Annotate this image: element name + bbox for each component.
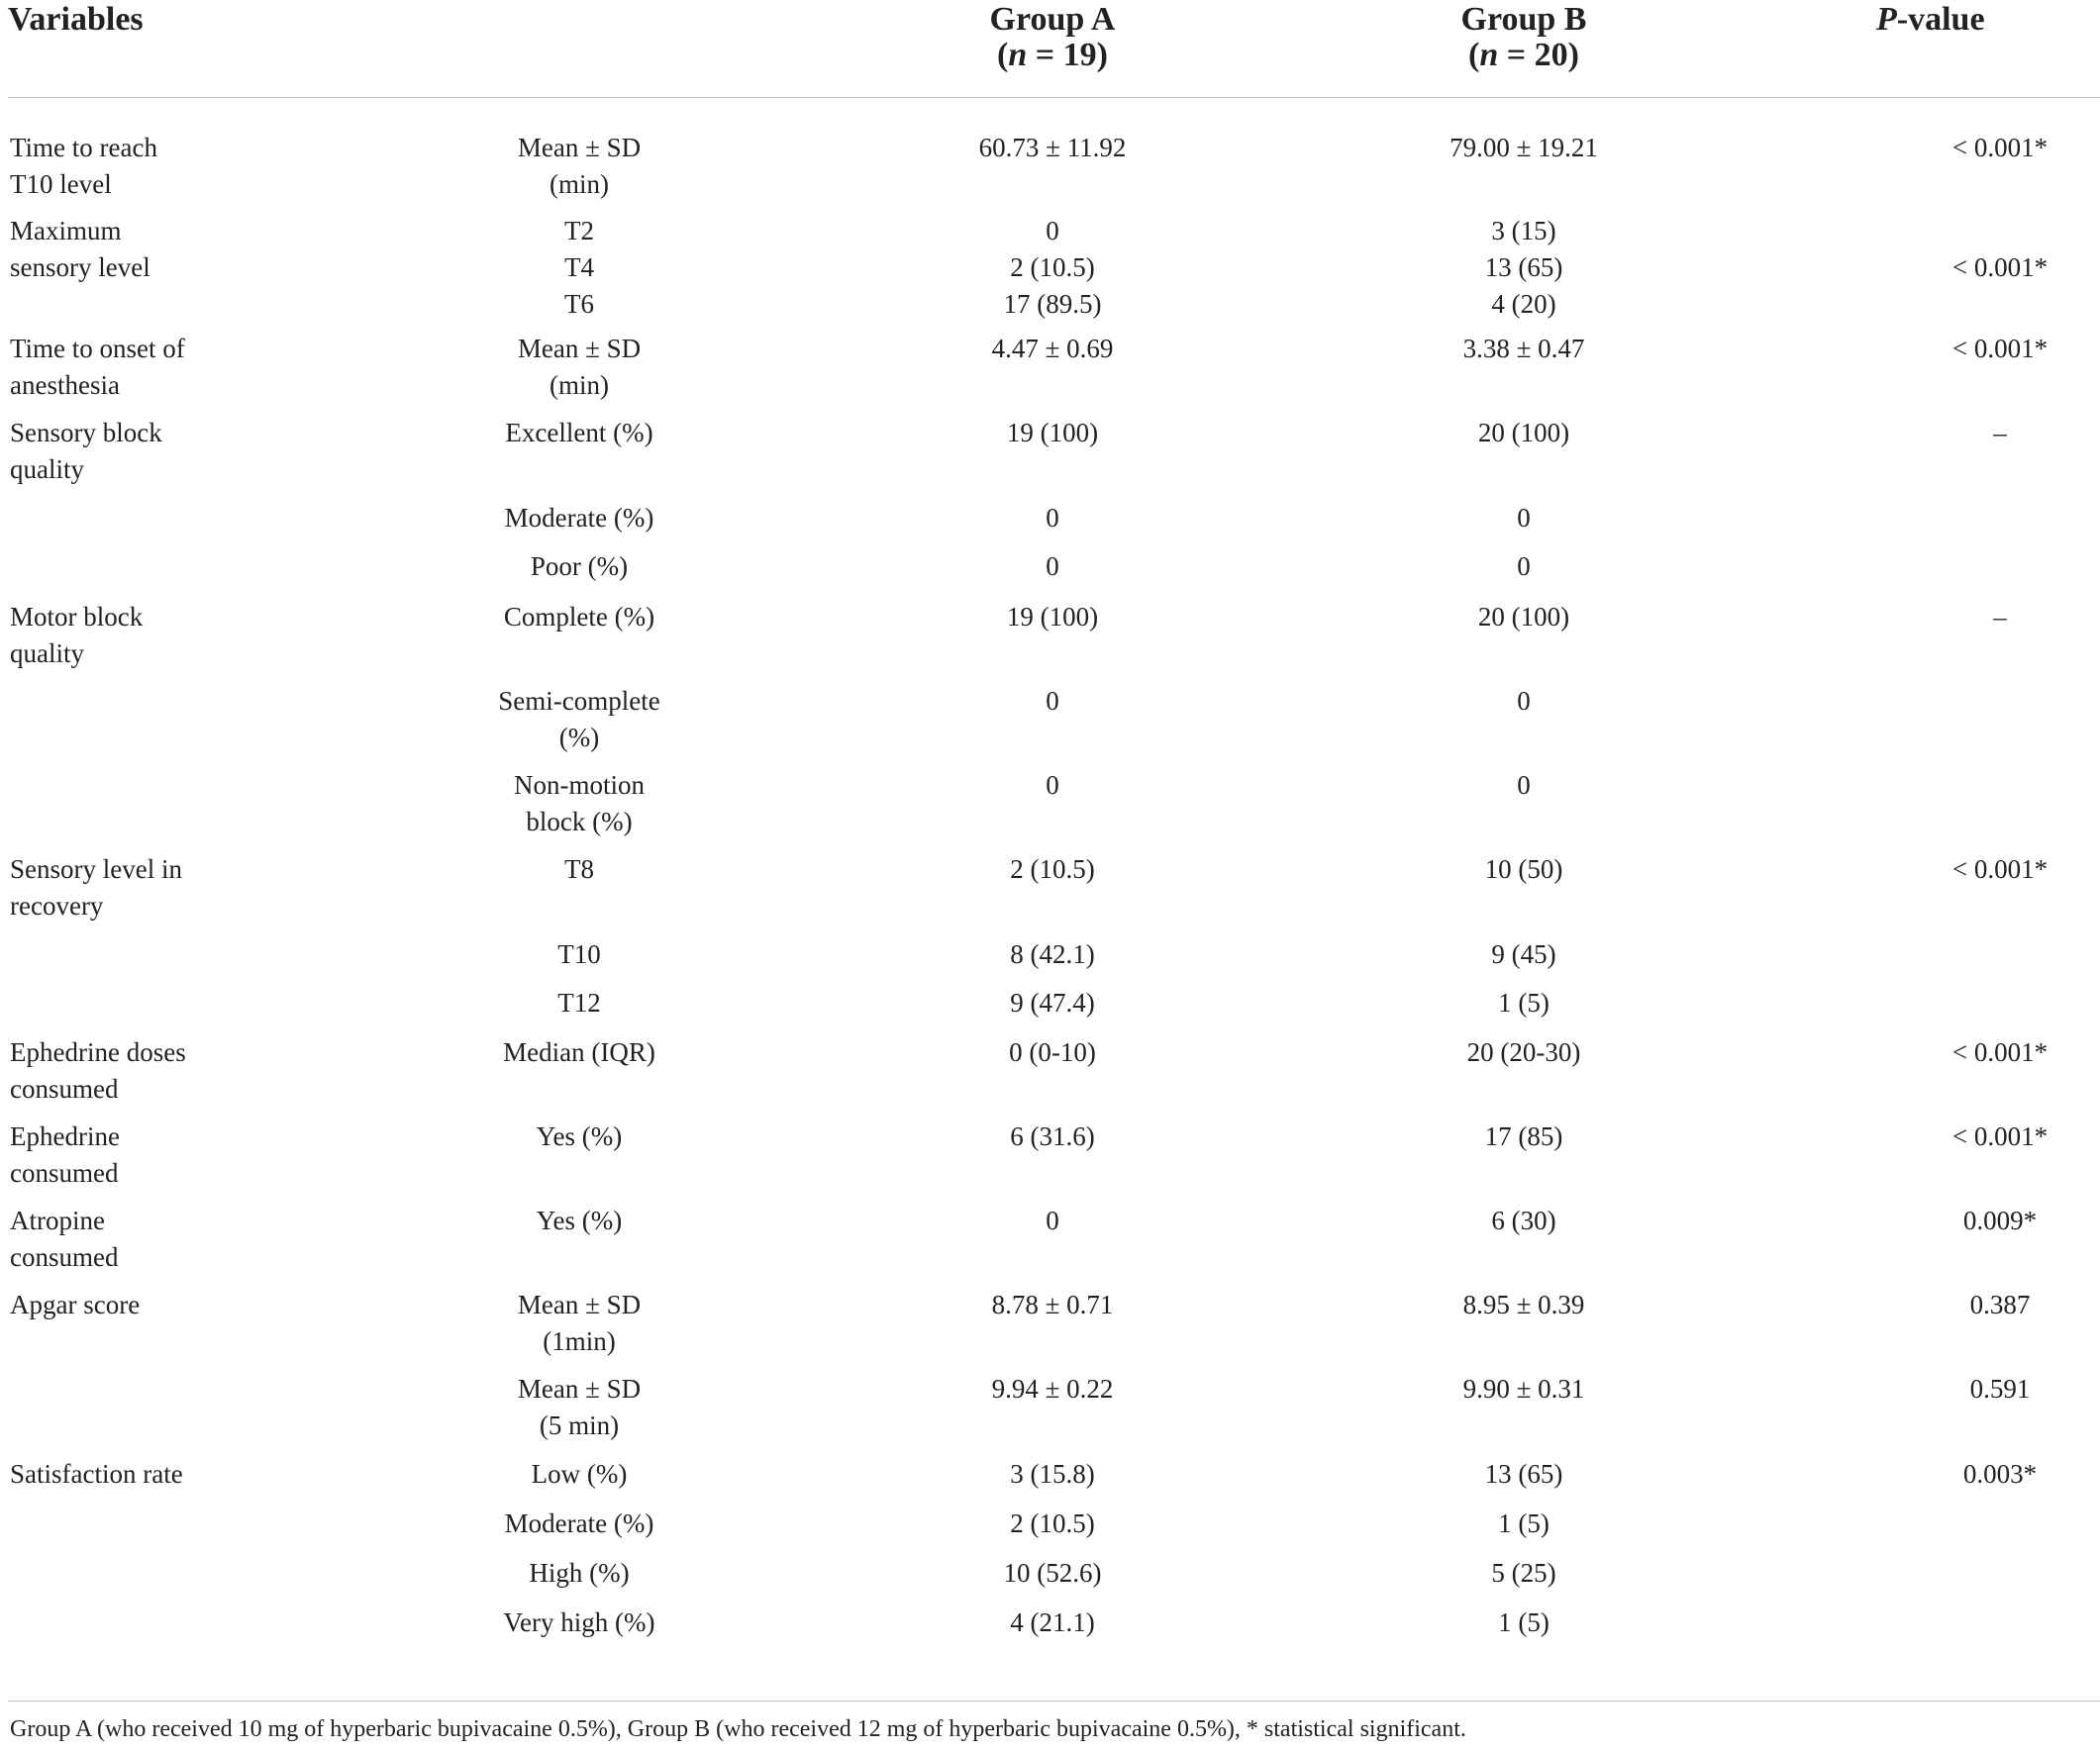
- cell-variable: [10, 130, 228, 203]
- header-group-b-n-label: n: [1479, 37, 1499, 73]
- cell-group-a-line: 60.73 ± 11.92: [978, 133, 1127, 162]
- cell-group-b-line: 0: [1517, 503, 1531, 533]
- header-group-a-title: Group A: [989, 1, 1116, 38]
- cell-statistic-line: Non-motion: [514, 770, 645, 800]
- cell-group-a: [929, 1034, 1176, 1071]
- cell-group-a: [929, 500, 1176, 536]
- cell-group-a: [929, 767, 1176, 804]
- cell-group-b-line: 0: [1517, 686, 1531, 716]
- cell-group-a: [929, 599, 1176, 635]
- cell-group-b: [1400, 1287, 1648, 1323]
- cell-pvalue: [1871, 130, 2100, 166]
- header-group-b: [1400, 2, 1648, 73]
- cell-group-a-line: 8 (42.1): [1010, 939, 1095, 969]
- cell-statistic: [465, 500, 693, 536]
- cell-variable: [10, 599, 228, 672]
- cell-group-a-line: 0: [1046, 686, 1059, 716]
- cell-statistic: [465, 1506, 693, 1542]
- cell-statistic: [465, 1203, 693, 1239]
- cell-variable-line: Sensory block: [10, 418, 162, 447]
- cell-group-a: [929, 1119, 1176, 1155]
- table-footnote: Group A (who received 10 mg of hyperbaric bupivacaine 0.5%), Group B (who received 12 mg of hyperbaric bupivacaine 0.5%), * statistical significant.: [10, 1716, 1466, 1742]
- cell-variable: [10, 1203, 228, 1276]
- cell-variable-line: Time to reach: [10, 133, 157, 162]
- cell-statistic: [465, 851, 693, 888]
- cell-statistic-line: Complete (%): [503, 602, 655, 632]
- cell-group-b-line: 13 (65): [1484, 1459, 1563, 1489]
- header-group-a-n-value: = 19): [1027, 37, 1108, 73]
- cell-statistic-line: (1min): [543, 1326, 616, 1356]
- cell-group-b-line: 3 (15): [1491, 216, 1556, 245]
- cell-pvalue-line: 0.009*: [1962, 1206, 2038, 1235]
- cell-group-a: [929, 851, 1176, 888]
- cell-group-b-line: 20 (20-30): [1466, 1037, 1581, 1067]
- cell-group-b-line: 17 (85): [1484, 1121, 1563, 1151]
- cell-group-b-line: 13 (65): [1484, 252, 1563, 282]
- cell-variable-line: Ephedrine: [10, 1121, 120, 1151]
- cell-statistic-line: Moderate (%): [504, 503, 654, 533]
- header-pvalue-p: P: [1876, 1, 1897, 38]
- cell-group-a-line: 10 (52.6): [1003, 1558, 1102, 1588]
- cell-statistic-line: T4: [564, 252, 594, 282]
- cell-pvalue-line: < 0.001*: [1951, 252, 2049, 282]
- cell-pvalue-line: < 0.001*: [1951, 334, 2049, 363]
- cell-group-a-line: 2 (10.5): [1010, 252, 1095, 282]
- cell-statistic: [465, 130, 693, 203]
- cell-pvalue-line: –: [1993, 418, 2007, 447]
- cell-group-b-line: 5 (25): [1491, 1558, 1556, 1588]
- cell-group-a: [929, 1605, 1176, 1641]
- cell-statistic-line: T2: [564, 216, 594, 245]
- cell-group-b-line: 1 (5): [1498, 1607, 1550, 1637]
- cell-statistic-line: Low (%): [531, 1459, 628, 1489]
- cell-pvalue: [1871, 1371, 2100, 1408]
- cell-pvalue-line: < 0.001*: [1951, 854, 2049, 884]
- cell-group-b-line: 20 (100): [1477, 418, 1570, 447]
- cell-pvalue-line: 0.003*: [1962, 1459, 2038, 1489]
- cell-pvalue: [1871, 599, 2100, 635]
- cell-group-a-line: 0: [1046, 216, 1059, 245]
- cell-statistic-line: High (%): [529, 1558, 630, 1588]
- cell-statistic: [465, 1119, 693, 1155]
- cell-group-a-line: 2 (10.5): [1010, 854, 1095, 884]
- cell-group-b: [1400, 1605, 1648, 1641]
- cell-variable-line: Ephedrine doses: [10, 1037, 186, 1067]
- cell-statistic: [465, 1555, 693, 1592]
- cell-statistic-line: (min): [550, 370, 609, 400]
- cell-statistic: [465, 985, 693, 1021]
- cell-statistic-line: Yes (%): [536, 1121, 623, 1151]
- cell-statistic-line: Yes (%): [536, 1206, 623, 1235]
- cell-group-a-line: 0: [1046, 1206, 1059, 1235]
- cell-group-b: [1400, 599, 1648, 635]
- cell-group-a-line: 4 (21.1): [1010, 1607, 1095, 1637]
- cell-group-b-line: 79.00 ± 19.21: [1450, 133, 1598, 162]
- cell-group-a: [929, 1456, 1176, 1493]
- header-divider: [8, 97, 2100, 98]
- cell-group-a: [929, 936, 1176, 973]
- cell-group-b: [1400, 548, 1648, 585]
- cell-group-a-line: 2 (10.5): [1010, 1508, 1095, 1538]
- cell-statistic-line: T8: [564, 854, 594, 884]
- cell-group-a: [929, 1203, 1176, 1239]
- cell-group-a: [929, 548, 1176, 585]
- cell-group-a: [929, 683, 1176, 720]
- cell-group-a-line: 6 (31.6): [1010, 1121, 1095, 1151]
- header-group-b-n-value: = 20): [1498, 37, 1579, 73]
- cell-statistic-line: T6: [564, 289, 594, 319]
- cell-variable-line: Atropine: [10, 1206, 105, 1235]
- header-pvalue: [1876, 2, 2100, 38]
- cell-pvalue-line: < 0.001*: [1951, 1037, 2049, 1067]
- cell-variable-line: consumed: [10, 1158, 119, 1188]
- cell-group-b: [1400, 1456, 1648, 1493]
- header-group-a: [929, 2, 1176, 73]
- cell-statistic: [465, 213, 693, 323]
- cell-group-b-line: 9 (45): [1491, 939, 1556, 969]
- cell-statistic-line: T10: [557, 939, 601, 969]
- cell-group-a-line: 9 (47.4): [1010, 988, 1095, 1018]
- cell-pvalue: [1871, 1456, 2100, 1493]
- cell-pvalue: [1871, 415, 2100, 451]
- cell-group-a-line: 0: [1046, 551, 1059, 581]
- cell-group-b: [1400, 1119, 1648, 1155]
- cell-group-b-line: 10 (50): [1484, 854, 1563, 884]
- cell-group-b: [1400, 331, 1648, 367]
- cell-group-a-line: 0 (0-10): [1009, 1037, 1096, 1067]
- cell-group-a-line: 9.94 ± 0.22: [991, 1374, 1114, 1404]
- cell-variable-line: Maximum: [10, 216, 122, 245]
- cell-variable-line: quality: [10, 638, 84, 668]
- cell-group-b-line: 3.38 ± 0.47: [1462, 334, 1585, 363]
- table-header: [0, 0, 2100, 99]
- cell-variable: [10, 851, 228, 924]
- cell-statistic-line: (%): [558, 723, 600, 752]
- cell-statistic-line: Mean ± SD: [517, 1374, 642, 1404]
- cell-statistic: [465, 331, 693, 404]
- header-variables: Variables: [8, 1, 144, 38]
- cell-statistic-line: Median (IQR): [503, 1037, 655, 1067]
- cell-group-b: [1400, 683, 1648, 720]
- cell-group-a: [929, 331, 1176, 367]
- cell-variable-line: Sensory level in: [10, 854, 182, 884]
- cell-variable-line: quality: [10, 454, 84, 484]
- cell-statistic-line: Very high (%): [503, 1607, 655, 1637]
- cell-statistic-line: (5 min): [539, 1411, 620, 1440]
- cell-group-a-line: 4.47 ± 0.69: [991, 334, 1114, 363]
- cell-group-a: [929, 130, 1176, 166]
- cell-pvalue-line: 0.591: [1969, 1374, 2031, 1404]
- cell-group-a-line: 3 (15.8): [1010, 1459, 1095, 1489]
- cell-pvalue: [1871, 851, 2100, 888]
- cell-group-b-line: 6 (30): [1491, 1206, 1556, 1235]
- cell-group-a: [929, 213, 1176, 323]
- cell-variable-line: recovery: [10, 891, 104, 921]
- cell-variable-line: anesthesia: [10, 370, 120, 400]
- cell-statistic: [465, 936, 693, 973]
- cell-group-b: [1400, 1371, 1648, 1408]
- cell-variable-line: consumed: [10, 1074, 119, 1104]
- cell-variable-line: Satisfaction rate: [10, 1459, 183, 1489]
- cell-group-b-line: 4 (20): [1491, 289, 1556, 319]
- cell-variable: [10, 331, 228, 404]
- cell-group-a: [929, 1371, 1176, 1408]
- cell-statistic-line: Poor (%): [530, 551, 629, 581]
- cell-variable: [10, 213, 228, 286]
- cell-group-a: [929, 415, 1176, 451]
- header-group-b-title: Group B: [1460, 1, 1587, 38]
- cell-statistic: [465, 1371, 693, 1444]
- cell-variable: [10, 415, 228, 488]
- cell-pvalue: [1871, 249, 2100, 286]
- cell-statistic: [465, 415, 693, 451]
- cell-statistic-line: Moderate (%): [504, 1508, 654, 1538]
- cell-statistic-line: T12: [557, 988, 601, 1018]
- cell-statistic-line: Mean ± SD: [517, 1290, 642, 1319]
- cell-pvalue: [1871, 1203, 2100, 1239]
- cell-group-a-line: 19 (100): [1006, 418, 1099, 447]
- cell-group-b-line: 0: [1517, 551, 1531, 581]
- cell-pvalue-line: < 0.001*: [1951, 133, 2049, 162]
- cell-pvalue-line: –: [1993, 602, 2007, 632]
- footer-divider: [8, 1701, 2100, 1702]
- cell-statistic: [465, 1287, 693, 1360]
- cell-variable-line: consumed: [10, 1242, 119, 1272]
- cell-group-b-line: 9.90 ± 0.31: [1462, 1374, 1585, 1404]
- cell-statistic: [465, 1456, 693, 1493]
- cell-variable-line: T10 level: [10, 169, 112, 199]
- cell-statistic-line: block (%): [526, 807, 633, 836]
- cell-pvalue-line: < 0.001*: [1951, 1121, 2049, 1151]
- cell-group-a-line: 0: [1046, 503, 1059, 533]
- cell-group-a-line: 8.78 ± 0.71: [991, 1290, 1114, 1319]
- cell-group-b: [1400, 767, 1648, 804]
- cell-group-b-line: 8.95 ± 0.39: [1462, 1290, 1585, 1319]
- header-group-b-n: (n = 20): [1468, 37, 1579, 73]
- cell-statistic-line: Semi-complete: [498, 686, 660, 716]
- cell-group-a: [929, 1506, 1176, 1542]
- cell-variable: [10, 1119, 228, 1192]
- cell-variable-line: sensory level: [10, 252, 150, 282]
- cell-statistic-line: Mean ± SD: [517, 334, 642, 363]
- cell-group-b: [1400, 213, 1648, 323]
- header-group-a-n: (n = 19): [997, 37, 1108, 73]
- cell-group-b: [1400, 851, 1648, 888]
- cell-group-a-line: 19 (100): [1006, 602, 1099, 632]
- cell-statistic: [465, 1605, 693, 1641]
- header-group-a-n-label: n: [1008, 37, 1028, 73]
- cell-statistic-line: (min): [550, 169, 609, 199]
- cell-group-b-line: 1 (5): [1498, 1508, 1550, 1538]
- header-pvalue-rest: -value: [1896, 1, 1985, 38]
- cell-variable: [10, 1287, 228, 1323]
- cell-statistic: [465, 548, 693, 585]
- cell-pvalue: [1871, 1287, 2100, 1323]
- cell-group-a: [929, 985, 1176, 1021]
- cell-group-a: [929, 1555, 1176, 1592]
- cell-group-b: [1400, 1034, 1648, 1071]
- cell-variable: [10, 1456, 228, 1493]
- cell-variable: [10, 1034, 228, 1108]
- cell-group-b: [1400, 936, 1648, 973]
- cell-statistic: [465, 1034, 693, 1071]
- cell-group-a-line: 17 (89.5): [1003, 289, 1102, 319]
- cell-group-b: [1400, 415, 1648, 451]
- cell-group-a-line: 0: [1046, 770, 1059, 800]
- cell-statistic: [465, 767, 693, 840]
- cell-group-b: [1400, 130, 1648, 166]
- cell-group-b-line: 1 (5): [1498, 988, 1550, 1018]
- cell-statistic: [465, 599, 693, 635]
- cell-group-b: [1400, 985, 1648, 1021]
- cell-pvalue-line: 0.387: [1969, 1290, 2031, 1319]
- cell-group-b: [1400, 1555, 1648, 1592]
- cell-variable-line: Time to onset of: [10, 334, 185, 363]
- cell-group-b-line: 20 (100): [1477, 602, 1570, 632]
- cell-group-a: [929, 1287, 1176, 1323]
- cell-pvalue: [1871, 1119, 2100, 1155]
- cell-statistic-line: Excellent (%): [505, 418, 653, 447]
- cell-group-b: [1400, 500, 1648, 536]
- cell-group-b: [1400, 1203, 1648, 1239]
- cell-group-b: [1400, 1506, 1648, 1542]
- cell-variable-line: Motor block: [10, 602, 144, 632]
- cell-statistic: [465, 683, 693, 756]
- cell-group-b-line: 0: [1517, 770, 1531, 800]
- cell-pvalue: [1871, 1034, 2100, 1071]
- cell-pvalue: [1871, 331, 2100, 367]
- cell-variable-line: Apgar score: [10, 1290, 141, 1319]
- cell-statistic-line: Mean ± SD: [517, 133, 642, 162]
